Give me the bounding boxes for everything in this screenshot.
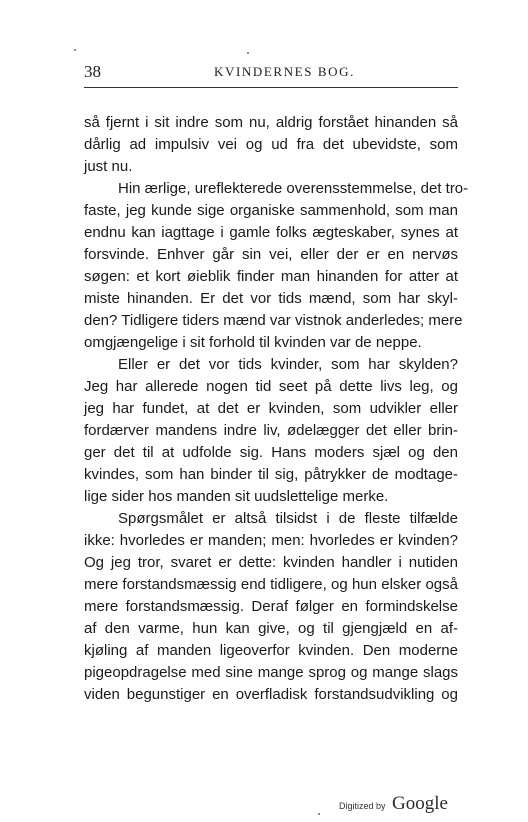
text-line: kjøling af manden ligeoverfor kvinden. Den moderne [84, 642, 458, 659]
text-line: ger det til at udfolde sig. Hans moders sjæl og den [84, 444, 458, 461]
text-line: så fjernt i sit indre som nu, aldrig forstået hinanden så [84, 114, 458, 131]
paper-speck [318, 813, 320, 815]
paper-speck [74, 49, 76, 51]
running-title: KVINDERNES BOG. [214, 64, 355, 79]
google-logo: Google [391, 793, 448, 814]
digitized-by-watermark [339, 793, 448, 815]
text-line: kvindes, som han binder til sig, påtrykker de modtage- [84, 466, 458, 483]
paper-speck [247, 52, 249, 54]
header-rule [84, 87, 458, 88]
page-header [84, 62, 458, 84]
text-line: omgjængelige i sit forhold til kvinden var de neppe. [84, 334, 422, 351]
digitized-label: Digitized by [339, 801, 386, 811]
text-line: Spørgsmålet er altså tilsidst i de fleste tilfælde [118, 510, 458, 527]
text-line: søgen: et kort øieblik finder man hinanden for atter at [84, 268, 458, 285]
text-line: fordærver mandens indre liv, ødelægger det eller brin- [84, 422, 458, 439]
text-line: lige sider hos manden sit uudslettelige merke. [84, 488, 389, 505]
text-line: mere forstandsmæssig end tidligere, og hun elsker også [84, 576, 458, 593]
text-line: endnu kan iagttage i gamle folks ægteskaber, synes at [84, 224, 458, 241]
text-line: mere forstandsmæssig. Deraf følger en formindskelse [84, 598, 458, 615]
text-line: jeg har fundet, at det er kvinden, som udvikler eller [84, 400, 458, 417]
text-line: den? Tidligere tiders mænd var vistnok anderledes; mere [84, 312, 463, 329]
text-line: Eller er det vor tids kvinder, som har skylden? [118, 356, 458, 373]
body-text [84, 112, 469, 706]
text-line: Og jeg tror, svaret er dette: kvinden handler i nutiden [84, 554, 458, 571]
text-line: dårlig ad impulsiv vei og ud fra det ubevidste, som [84, 136, 458, 153]
text-line: faste, jeg kunde sige organiske sammenhold, som man [84, 202, 458, 219]
text-line: viden begunstiger en overfladisk forstandsudvikling og [84, 686, 458, 703]
text-line: af den varme, hun kan give, og til gjengjæld en af- [84, 620, 458, 637]
page-number: 38 [84, 62, 101, 81]
text-line: Hin ærlige, ureflekterede overensstemmelse, det tro- [118, 180, 469, 197]
text-line: Jeg har allerede nogen tid seet på dette livs leg, og [84, 378, 458, 395]
text-line: pigeopdragelse med sine mange sprog og mange slags [84, 664, 458, 681]
text-line: forsvinde. Enhver går sin vei, eller der er en nervøs [84, 246, 458, 263]
text-line: miste hinanden. Er det vor tids mænd, som har skyl- [84, 290, 458, 307]
text-line: just nu. [84, 158, 133, 175]
text-line: ikke: hvorledes er manden; men: hvorledes er kvinden? [84, 532, 458, 549]
